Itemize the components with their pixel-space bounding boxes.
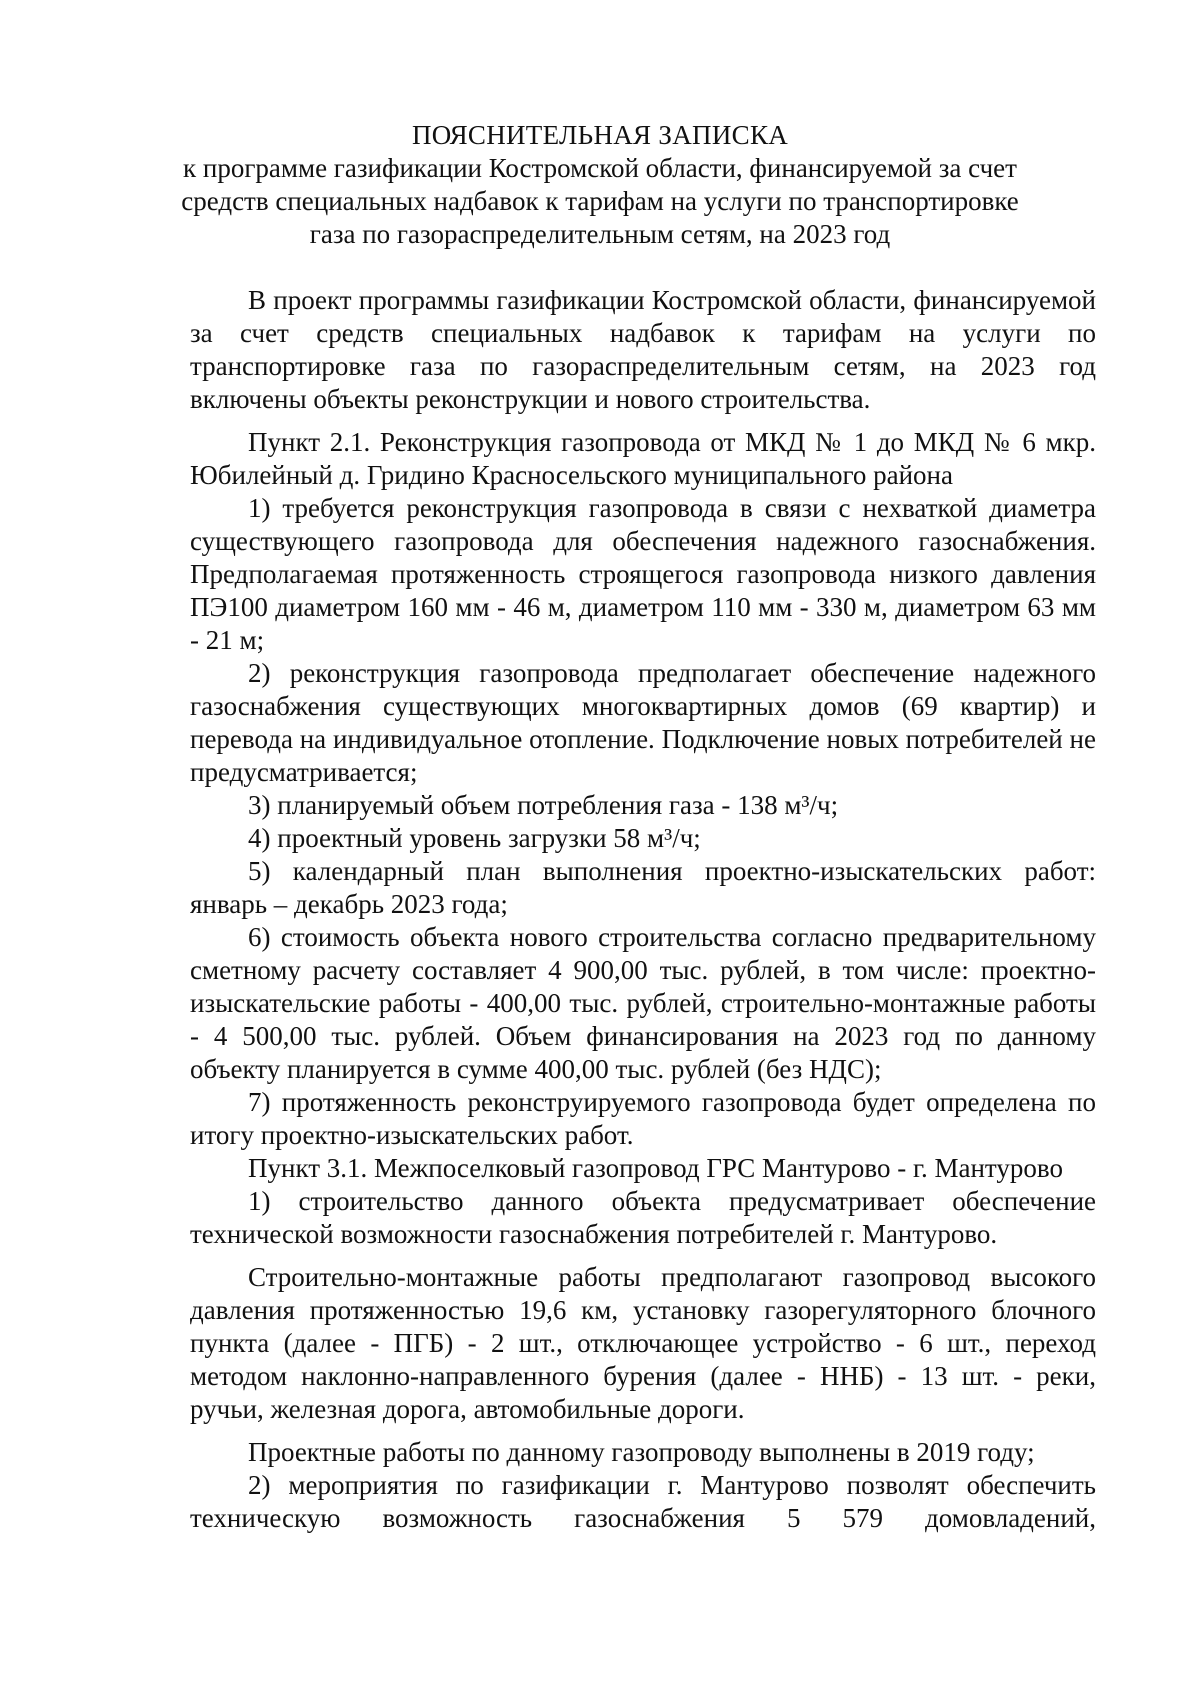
- body-paragraph: 2) реконструкция газопровода предполагает обеспечение надежного газоснабжения существующих многоквартирных домов (69 квартир) и перевода на индивидуальное отопление. Подключение новых потребителей не предусматривается;: [190, 658, 1096, 787]
- body-paragraph: Проектные работы по данному газопроводу выполнены в 2019 году;: [248, 1437, 1035, 1467]
- body-paragraph: 1) строительство данного объекта предусматривает обеспечение технической возможности газоснабжения потребителей г. Мантурово.: [190, 1186, 1096, 1249]
- section-heading-2-1: Пункт 2.1. Реконструкция газопровода от МКД № 1 до МКД № 6 мкр. Юбилейный д. Гридино Красносельского муниципального района: [190, 427, 1096, 490]
- body-paragraph: 4) проектный уровень загрузки 58 м³/ч;: [248, 823, 701, 853]
- document-subtitle-line: газа по газораспределительным сетям, на 2023 год: [309, 219, 891, 249]
- body-paragraph: Строительно-монтажные работы предполагают газопровод высокого давления протяженностью 19,6 км, установку газорегуляторного блочного пункта (далее - ПГБ) - 2 шт., отключающее устройство - 6 шт., переход методом наклонно-направленного бурения (далее - ННБ) - 13 шт. - реки, ручьи, железная дорога, автомобильные дороги.: [190, 1262, 1096, 1424]
- document-subtitle-line: к программе газификации Костромской области, финансируемой за счет: [183, 153, 1017, 183]
- document-header: [150, 118, 1050, 251]
- body-paragraph: 2) мероприятия по газификации г. Мантурово позволят обеспечить техническую возможность газоснабжения 5 579 домовладений,: [190, 1470, 1096, 1533]
- document-title: ПОЯСНИТЕЛЬНАЯ ЗАПИСКА: [411, 120, 789, 150]
- body-paragraph: 5) календарный план выполнения проектно-изыскательских работ: январь – декабрь 2023 года;: [190, 856, 1096, 919]
- document-body: [190, 284, 1096, 1535]
- body-paragraph: 7) протяженность реконструируемого газопровода будет определена по итогу проектно-изыскательских работ.: [190, 1087, 1096, 1150]
- document-subtitle-line: средств специальных надбавок к тарифам на услуги по транспортировке: [181, 186, 1019, 216]
- body-paragraph: В проект программы газификации Костромской области, финансируемой за счет средств специальных надбавок к тарифам на услуги по транспортировке газа по газораспределительным сетям, на 2023 год включены объекты реконструкции и нового строительства.: [190, 285, 1096, 414]
- body-paragraph: 6) стоимость объекта нового строительства согласно предварительному сметному расчету составляет 4 900,00 тыс. рублей, в том числе: проектно-изыскательские работы - 400,00 тыс. рублей, строительно-монтажные работы - 4 500,00 тыс. рублей. Объем финансирования на 2023 год по данному объекту планируется в сумме 400,00 тыс. рублей (без НДС);: [190, 922, 1096, 1084]
- body-paragraph: 1) требуется реконструкция газопровода в связи с нехваткой диаметра существующего газопровода для обеспечения надежного газоснабжения. Предполагаемая протяженность строящегося газопровода низкого давления ПЭ100 диаметром 160 мм - 46 м, диаметром 110 мм - 330 м, диаметром 63 мм - 21 м;: [190, 493, 1096, 655]
- body-paragraph: 3) планируемый объем потребления газа - 138 м³/ч;: [248, 790, 839, 820]
- section-heading-3-1: Пункт 3.1. Межпоселковый газопровод ГРС Мантурово - г. Мантурово: [248, 1153, 1063, 1183]
